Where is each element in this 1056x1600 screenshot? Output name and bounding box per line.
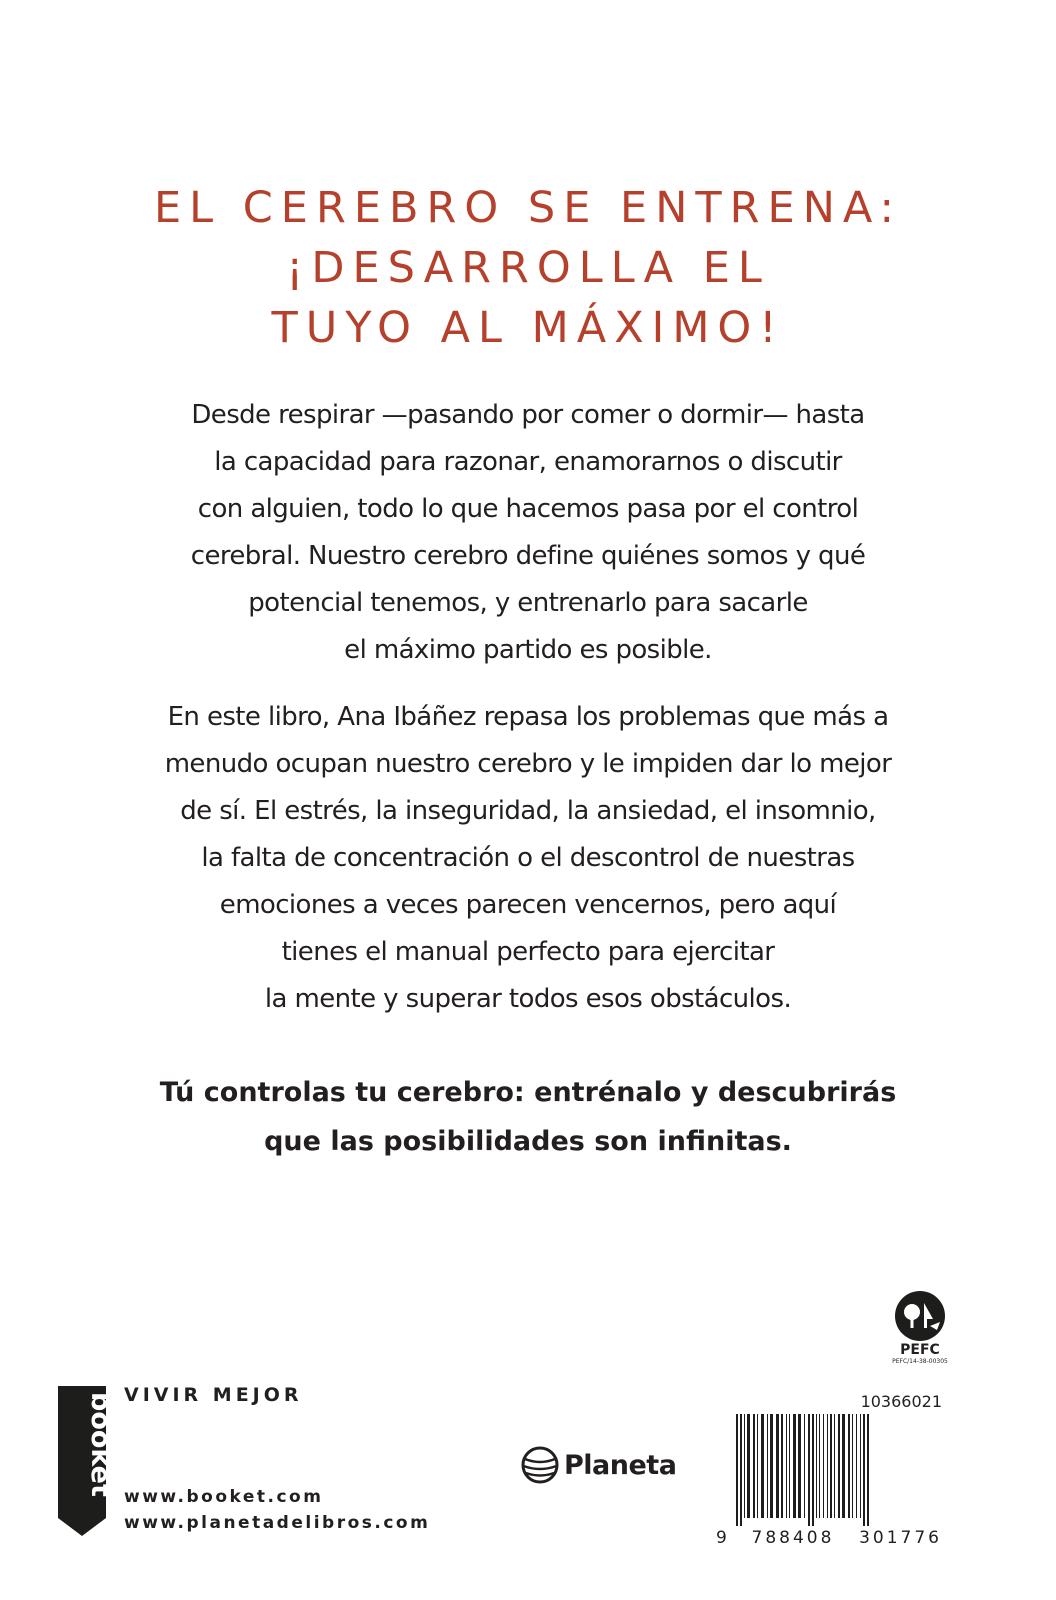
blurb-line: la falta de concentración o el descontrol de nuestras	[201, 843, 855, 873]
barcode-bar	[863, 1414, 865, 1526]
blurb-line: el máximo partido es posible.	[344, 635, 712, 665]
barcode-bar	[867, 1414, 869, 1526]
globe-icon	[520, 1445, 560, 1485]
barcode-bar	[848, 1414, 850, 1518]
barcode-bar	[757, 1414, 758, 1518]
blurb-line: menudo ocupan nuestro cerebro y le impiden dar lo mejor	[164, 749, 892, 779]
barcode-bar	[740, 1414, 742, 1526]
barcode-bar	[767, 1414, 768, 1518]
booket-logo-text: booket	[85, 1392, 116, 1497]
closing-line-2: que las posibilidades son infinitas.	[264, 1126, 792, 1157]
headline-line-2: ¡DESARROLLA EL	[286, 243, 770, 293]
headline-line-3: TUYO AL MÁXIMO!	[271, 303, 785, 353]
barcode-bar	[834, 1414, 835, 1518]
publisher-urls	[124, 1484, 430, 1536]
blurb-paragraph-2	[80, 694, 976, 1023]
barcode-bar	[761, 1414, 764, 1518]
isbn-digits	[716, 1528, 942, 1548]
url-booket: www.booket.com	[124, 1487, 324, 1507]
isbn-group-1: 788408	[751, 1528, 835, 1548]
isbn-group-2: 301776	[859, 1528, 942, 1548]
planeta-logo	[520, 1440, 676, 1490]
barcode-bar	[827, 1414, 828, 1518]
blurb-paragraph-1	[80, 392, 976, 674]
barcode-bar	[793, 1414, 796, 1518]
barcode-bar	[736, 1414, 738, 1526]
barcode-bar	[747, 1414, 750, 1518]
barcode-bar	[816, 1414, 817, 1518]
isbn-prefix: 9	[716, 1528, 727, 1548]
blurb-line: emociones a veces parecen vencernos, pero aquí	[219, 890, 837, 920]
booket-logo	[56, 1386, 116, 1536]
barcode-bar	[823, 1414, 824, 1518]
barcode-bar	[776, 1414, 779, 1518]
pefc-tree-icon	[890, 1290, 950, 1342]
url-planetadelibros: www.planetadelibros.com	[124, 1513, 431, 1533]
closing-line-1: Tú controlas tu cerebro: entrénalo y descubrirás	[159, 1077, 897, 1108]
barcode-bar	[842, 1414, 845, 1518]
headline	[0, 178, 1056, 358]
reference-code: 10366021	[860, 1392, 942, 1411]
barcode-bar	[804, 1414, 805, 1518]
headline-line-1: EL CEREBRO SE ENTRENA:	[153, 183, 903, 233]
barcode-bar	[838, 1414, 840, 1518]
blurb-line: potencial tenemos, y entrenarlo para sacarle	[248, 588, 808, 618]
blurb-line: con alguien, todo lo que hacemos pasa por el control	[197, 494, 859, 524]
closing-statement	[80, 1068, 976, 1166]
blurb-line: la mente y superar todos esos obstáculos.	[264, 984, 792, 1014]
isbn-barcode	[736, 1414, 942, 1526]
barcode-bar	[744, 1414, 745, 1518]
barcode-bar	[852, 1414, 853, 1518]
barcode-bar	[770, 1414, 773, 1518]
blurb-line: En este libro, Ana Ibáñez repasa los problemas que más a	[167, 702, 889, 732]
barcode-bar	[860, 1414, 861, 1518]
blurb-line: cerebral. Nuestro cerebro define quiénes somos y qué	[190, 541, 866, 571]
barcode-bar	[798, 1414, 801, 1518]
pefc-label: PEFC	[900, 1342, 940, 1358]
planeta-wordmark: Planeta	[564, 1449, 677, 1481]
pefc-certification	[880, 1290, 960, 1372]
barcode-bar	[830, 1414, 832, 1518]
blurb-line: de sí. El estrés, la inseguridad, la ansiedad, el insomnio,	[180, 796, 876, 826]
barcode-bar	[789, 1414, 790, 1518]
barcode-bar	[753, 1414, 755, 1518]
blurb-line: tienes el manual perfecto para ejercitar	[281, 937, 775, 967]
blurb-line: Desde respirar —pasando por comer o dormir— hasta	[191, 400, 865, 430]
barcode-bar	[786, 1414, 787, 1518]
barcode-bar	[808, 1414, 810, 1526]
barcode-bar	[781, 1414, 783, 1518]
barcode-bar	[819, 1414, 820, 1518]
barcode-bar	[856, 1414, 857, 1518]
collection-name: VIVIR MEJOR	[124, 1384, 303, 1406]
pefc-code: PEFC/14-38-00305	[892, 1358, 948, 1365]
blurb-line: la capacidad para razonar, enamorarnos o discutir	[214, 447, 842, 477]
barcode-bar	[812, 1414, 814, 1526]
